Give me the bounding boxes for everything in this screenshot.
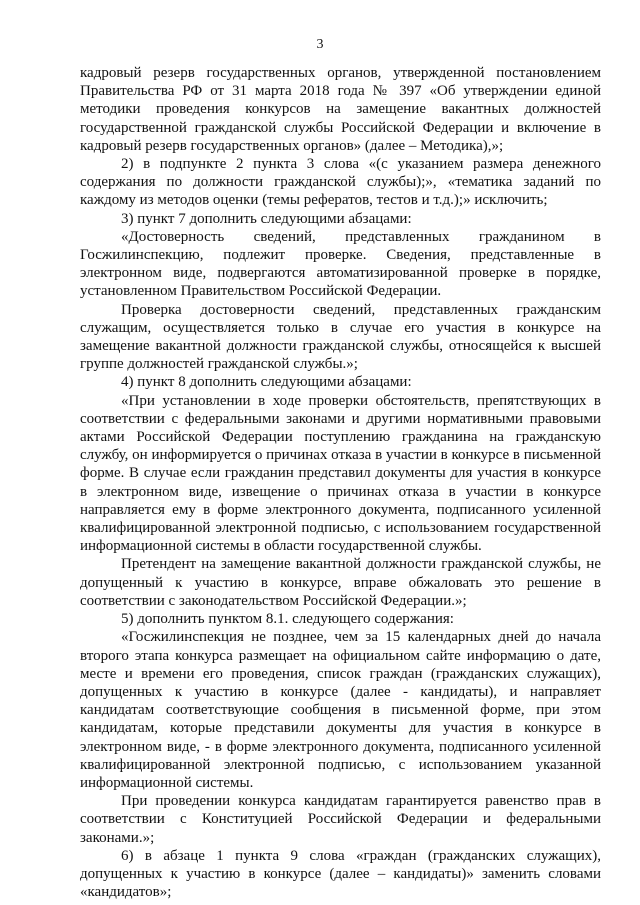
paragraph: 5) дополнить пунктом 8.1. следующего содержания: <box>121 611 454 628</box>
paragraph: 3) пункт 7 дополнить следующими абзацами: <box>121 210 412 227</box>
paragraph: При проведении конкурса кандидатам гарантируется равенство прав в соответствии с Конституцией Российской Федерации и федеральными законами.»; <box>80 793 601 846</box>
paragraph: «При установлении в ходе проверки обстоятельств, препятствующих в соответствии с федеральными законами и другими нормативными правовыми актами Российской Федерации поступлению гражданина на гражданскую службу, он информируется о причинах отказа в участии в конкурсе в письменной форме. В случае если гражданин представил документы для участия в конкурсе в электронном виде, извещение о причинах отказа в участии в конкурсе направляется ему в форме электронного документа, подписанного усиленной квалифицированной электронной подписью, с использованием государственной информационной системы в области государственной службы. <box>80 392 601 555</box>
paragraph: «Госжилинспекция не позднее, чем за 15 календарных дней до начала второго этапа конкурса размещает на официальном сайте информацию о дате, месте и времени его проведения, список граждан (гражданских служащих), допущенных к участию в конкурсе (далее - кандидаты), и направляет кандидатам соответствующие сообщения в письменной форме, при этом кандидатам, которые представили документы для участия в конкурсе в электронном виде, - в форме электронного документа, подписанного усиленной квалифицированной электронной подписью, с использованием указанной информационной системы. <box>80 629 601 791</box>
paragraph: 4) пункт 8 дополнить следующими абзацами: <box>121 374 412 391</box>
paragraph: Проверка достоверности сведений, представленных гражданским служащим, осуществляется только в случае его участия в конкурсе на замещение вакантной должности гражданской службы, относящейся к высшей группе должностей гражданской службы.»; <box>80 301 601 373</box>
paragraph: 2) в подпункте 2 пункта 3 слова «(с указанием размера денежного содержания по должности гражданской службы);», «тематика заданий по каждому из методов оценки (темы рефератов, тестов и т.д.);» исключить; <box>80 156 601 209</box>
paragraph: «Достоверность сведений, представленных гражданином в Госжилинспекцию, подлежит проверке. Сведения, представленные в электронном виде, подвергаются автоматизированной проверке в порядке, установленном Правительством Российской Федерации. <box>80 228 601 300</box>
page-number: 3 <box>316 37 324 52</box>
paragraph: Претендент на замещение вакантной должности гражданской службы, не допущенный к участию в конкурсе, вправе обжаловать это решение в соответствии с законодательством Российской Федерации.»; <box>80 556 601 609</box>
document-body <box>80 64 601 901</box>
paragraph: 6) в абзаце 1 пункта 9 слова «граждан (гражданских служащих), допущенных к участию в конкурсе (далее – кандидаты)» заменить словами «кандидатов»; <box>80 847 601 901</box>
paragraph: кадровый резерв государственных органов, утвержденной постановлением Правительства РФ от 31 марта 2018 года № 397 «Об утверждении единой методики проведения конкурсов на замещение вакантных должностей государственной гражданской службы Российской Федерации и включение в кадровый резерв государственных органов» (далее – Методика),»; <box>80 65 601 154</box>
